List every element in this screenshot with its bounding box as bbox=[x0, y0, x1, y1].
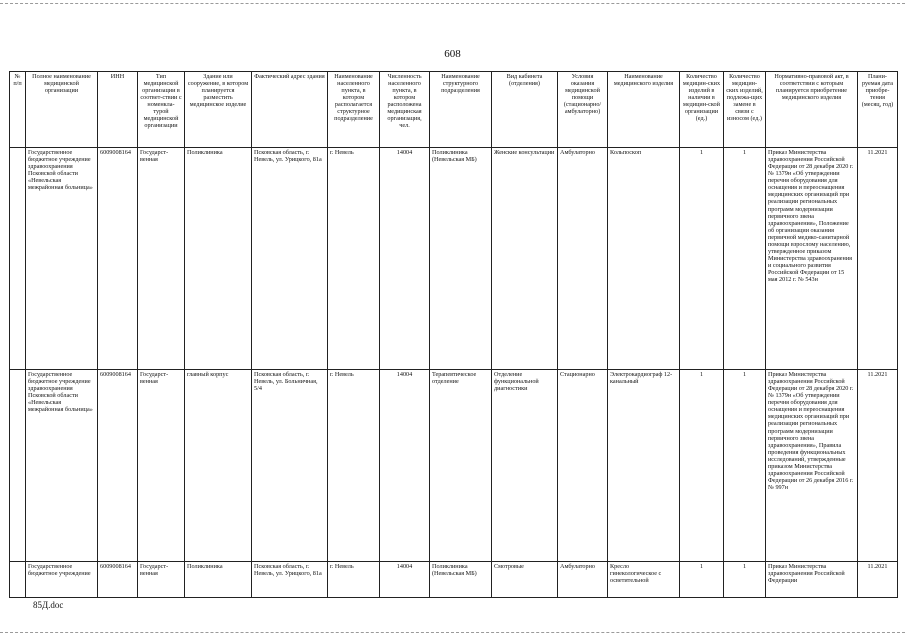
inn-cell: 6009008164 bbox=[98, 562, 138, 598]
row-number-cell bbox=[10, 562, 26, 598]
purchase-date-cell: 11.2021 bbox=[858, 370, 898, 562]
page-number: 608 bbox=[444, 48, 461, 60]
row-number-cell bbox=[10, 370, 26, 562]
quantity-replace-cell: 1 bbox=[724, 148, 766, 370]
header-cell: Количество медицин-ских изделий в наличии в медицин-ской организации (ед.) bbox=[680, 72, 724, 148]
header-cell: Численность населенного пункта, в котором расположена медицинская организация, чел. bbox=[380, 72, 430, 148]
building-cell: Поликлиника bbox=[185, 148, 252, 370]
quantity-replace-cell: 1 bbox=[724, 562, 766, 598]
header-cell: Плани-руемая дата приобре-тения (месяц, год) bbox=[858, 72, 898, 148]
population-cell: 14004 bbox=[380, 148, 430, 370]
device-cell: Электрокардиограф 12-канальный bbox=[608, 370, 680, 562]
address-cell: Псковская область, г. Невель, ул. Больничная, 5/4 bbox=[252, 370, 328, 562]
header-cell: Здание или сооружение, в котором планируется разместить медицинское изделие bbox=[185, 72, 252, 148]
device-cell: Кольпоскоп bbox=[608, 148, 680, 370]
page-bottom-edge bbox=[0, 632, 905, 633]
locality-cell: г. Невель bbox=[328, 148, 380, 370]
locality-cell: г. Невель bbox=[328, 562, 380, 598]
footer-filename: 85Д.doc bbox=[33, 600, 64, 610]
header-cell: Количество медицин-ских изделий, подлежа-щих замене в связи с износом (ед.) bbox=[724, 72, 766, 148]
unit-cell: Поликлиника (Невельская МБ) bbox=[430, 562, 492, 598]
device-cell: Кресло гинекологическое с осветительной bbox=[608, 562, 680, 598]
table-header-row bbox=[10, 72, 898, 148]
org-type-cell: Государст-венная bbox=[138, 370, 185, 562]
header-cell: Полное наименование медицинской организации bbox=[26, 72, 98, 148]
header-cell: Вид кабинета (отделения) bbox=[492, 72, 558, 148]
header-cell: Нормативно-правовой акт, в соответствии с которым планируется приобретение медицинского изделия bbox=[766, 72, 858, 148]
inn-cell: 6009008164 bbox=[98, 148, 138, 370]
legal-act-cell: Приказ Министерства здравоохранения Российской Федерации от 28 декабря 2020 г. № 1379н «Об утверждении перечня оборудования для оснащения и переоснащения медицинских организаций при реализации региональных программ модернизации первичного звена здравоохранения», Положение об организации оказания первичной медико-санитарной помощи взрослому населению, утвержденное приказом Министерства здравоохранения и социального развития Российской Федерации от 15 мая 2012 г. № 543н bbox=[766, 148, 858, 370]
room-type-cell: Смотровые bbox=[492, 562, 558, 598]
table-row bbox=[10, 370, 898, 562]
equipment-register-table bbox=[9, 71, 898, 598]
header-cell: Фактический адрес здания bbox=[252, 72, 328, 148]
header-cell: ИНН bbox=[98, 72, 138, 148]
quantity-replace-cell: 1 bbox=[724, 370, 766, 562]
organization-cell: Государственное бюджетное учреждение bbox=[26, 562, 98, 598]
inn-cell: 6009008164 bbox=[98, 370, 138, 562]
quantity-available-cell: 1 bbox=[680, 148, 724, 370]
table-row bbox=[10, 148, 898, 370]
building-cell: Поликлиника bbox=[185, 562, 252, 598]
population-cell: 14004 bbox=[380, 562, 430, 598]
org-type-cell: Государст-венная bbox=[138, 148, 185, 370]
org-type-cell: Государст-венная bbox=[138, 562, 185, 598]
legal-act-cell: Приказ Министерства здравоохранения Российской Федерации от 28 декабря 2020 г. № 1379н «Об утверждении перечня оборудования для оснащения и переоснащения медицинских организаций при реализации региональных программ модернизации первичного звена здравоохранения», Правила проведения функциональных исследований, утвержденные приказом Министерства здравоохранения Российской Федерации от 26 декабря 2016 г. № 997н bbox=[766, 370, 858, 562]
quantity-available-cell: 1 bbox=[680, 562, 724, 598]
locality-cell: г. Невель bbox=[328, 370, 380, 562]
header-cell: Условия оказания медицинской помощи (стационарно/ амбулаторно) bbox=[558, 72, 608, 148]
unit-cell: Поликлиника (Невельская МБ) bbox=[430, 148, 492, 370]
legal-act-cell: Приказ Министерства здравоохранения Российской Федерации bbox=[766, 562, 858, 598]
header-cell: № п/п bbox=[10, 72, 26, 148]
organization-cell: Государственное бюджетное учреждение здравоохранения Псковской области «Невельская межрайонная больница» bbox=[26, 370, 98, 562]
conditions-cell: Стационарно bbox=[558, 370, 608, 562]
row-number-cell bbox=[10, 148, 26, 370]
unit-cell: Терапевтическое отделение bbox=[430, 370, 492, 562]
room-type-cell: Женские консультации bbox=[492, 148, 558, 370]
purchase-date-cell: 11.2021 bbox=[858, 148, 898, 370]
conditions-cell: Амбулаторно bbox=[558, 148, 608, 370]
header-cell: Тип медицинской организации в соответ-ствии с номенкла-турой медицинской организации bbox=[138, 72, 185, 148]
header-cell: Наименование медицинского изделия bbox=[608, 72, 680, 148]
header-cell: Наименование населенного пункта, в котором располагается структурное подразделение bbox=[328, 72, 380, 148]
address-cell: Псковская область, г. Невель, ул. Урицкого, 81а bbox=[252, 148, 328, 370]
room-type-cell: Отделение функциональной диагностики bbox=[492, 370, 558, 562]
address-cell: Псковская область, г. Невель, ул. Урицкого, 81а bbox=[252, 562, 328, 598]
table-row bbox=[10, 562, 898, 598]
purchase-date-cell: 11.2021 bbox=[858, 562, 898, 598]
building-cell: главный корпус bbox=[185, 370, 252, 562]
population-cell: 14004 bbox=[380, 370, 430, 562]
organization-cell: Государственное бюджетное учреждение здравоохранения Псковской области «Невельская межрайонная больница» bbox=[26, 148, 98, 370]
conditions-cell: Амбулаторно bbox=[558, 562, 608, 598]
quantity-available-cell: 1 bbox=[680, 370, 724, 562]
page-top-edge bbox=[0, 3, 905, 4]
header-cell: Наименование структурного подразделения bbox=[430, 72, 492, 148]
